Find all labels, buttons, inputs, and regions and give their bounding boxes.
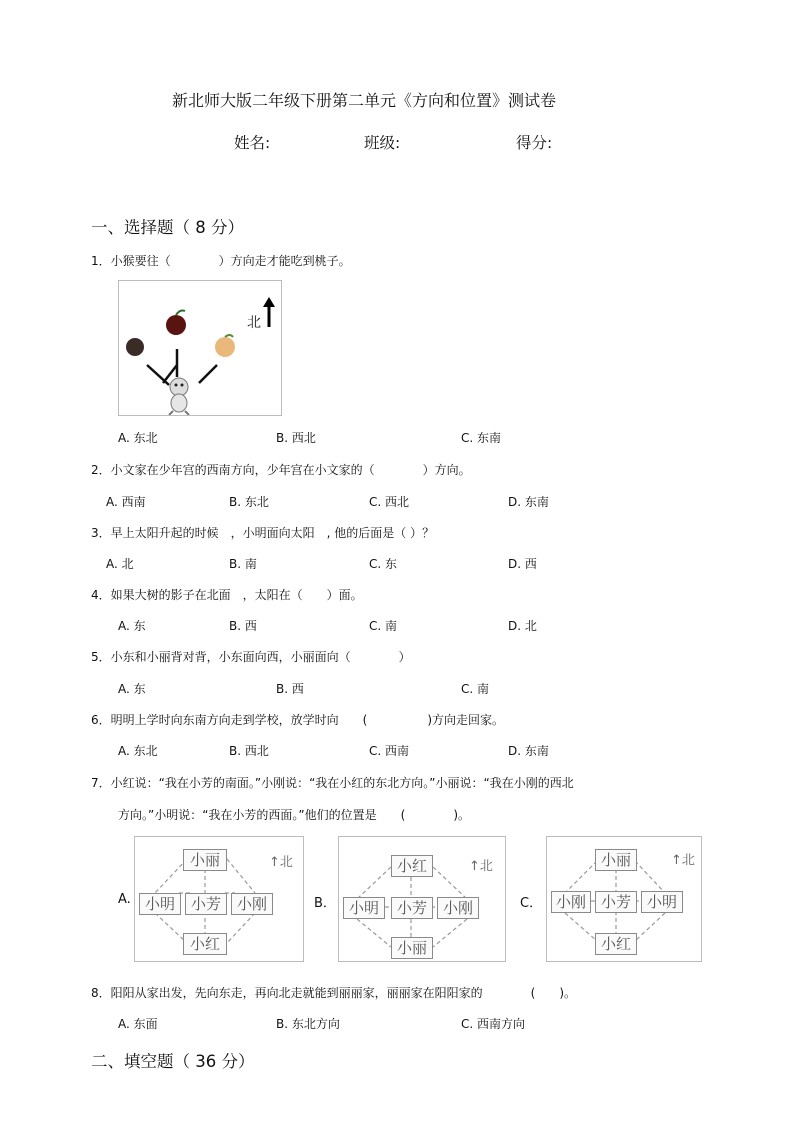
fig-c-left: 小刚	[551, 891, 591, 913]
q6-option-a[interactable]: A. 东北	[118, 744, 158, 758]
fig-b-right: 小刚	[437, 897, 479, 919]
q3-option-b[interactable]: B. 南	[229, 557, 257, 571]
q6-option-b[interactable]: B. 西北	[229, 744, 269, 758]
fig-b-top: 小红	[391, 855, 433, 877]
q2-option-c[interactable]: C. 西北	[369, 495, 410, 509]
q3-option-a[interactable]: A. 北	[106, 557, 134, 571]
q5-option-b[interactable]: B. 西	[276, 682, 304, 696]
q4-option-d[interactable]: D. 北	[508, 619, 537, 633]
question-3-text: 3．早上太阳升起的时候 ，小明面向太阳 , 他的后面是（ ）？	[91, 526, 435, 540]
q5-option-c[interactable]: C. 南	[461, 682, 490, 696]
q7-figure-c[interactable]	[546, 836, 702, 962]
fig-b-bottom: 小丽	[391, 937, 433, 959]
question-2-text: 2．小文家在少年宫的西南方向，少年宫在小文家的（ ）方向。	[91, 463, 471, 477]
monkey-icon	[169, 378, 189, 415]
q4-option-b[interactable]: B. 西	[229, 619, 257, 633]
fig-a-left: 小明	[139, 893, 181, 915]
monkey-peach-figure	[118, 280, 282, 416]
q7-figure-c-label[interactable]: C．	[520, 896, 543, 911]
q7-figure-a[interactable]	[134, 836, 304, 962]
q6-option-c[interactable]: C. 西南	[369, 744, 410, 758]
q8-option-c[interactable]: C. 西南方向	[461, 1017, 526, 1031]
question-4-text: 4．如果大树的影子在北面 ，太阳在（ ）面。	[91, 588, 363, 602]
q5-option-a[interactable]: A. 东	[118, 682, 146, 696]
fig-c-center: 小芳	[595, 891, 637, 913]
fruit-left-icon	[126, 338, 144, 356]
section-heading-choice: 一、选择题（ 8 分）	[91, 218, 244, 237]
question-7-text-line1: 7．小红说：“我在小芳的南面。”小刚说：“我在小红的东北方向。”小丽说：“我在小刚的西北	[91, 776, 574, 790]
fig-b-north-label: ↑北	[469, 859, 493, 874]
fig-b-left: 小明	[343, 897, 385, 919]
fig-a-right: 小刚	[231, 893, 273, 915]
q2-option-d[interactable]: D. 东南	[508, 495, 549, 509]
fig-a-center: 小芳	[185, 893, 227, 915]
fig-c-top: 小丽	[595, 849, 637, 871]
q3-option-d[interactable]: D. 西	[508, 557, 537, 571]
question-5-text: 5．小东和小丽背对背，小东面向西，小丽面向（ ）	[91, 650, 411, 664]
page-title: 新北师大版二年级下册第二单元《方向和位置》测试卷	[172, 91, 557, 110]
q4-option-a[interactable]: A. 东	[118, 619, 146, 633]
q7-figure-b[interactable]	[338, 836, 506, 962]
q4-option-c[interactable]: C. 南	[369, 619, 398, 633]
question-1-text: 1．小猴要往（ ）方向走才能吃到桃子。	[91, 254, 351, 268]
fig-c-north-label: ↑北	[671, 853, 695, 868]
fruit-top-icon	[166, 315, 186, 335]
question-6-text: 6．明明上学时向东南方向走到学校，放学时向 ( )方向走回家。	[91, 713, 505, 727]
q1-option-b[interactable]: B. 西北	[276, 431, 316, 445]
q8-option-b[interactable]: B. 东北方向	[276, 1017, 340, 1031]
peach-icon	[215, 337, 235, 357]
q2-option-a[interactable]: A. 西南	[106, 495, 146, 509]
fig-a-top: 小丽	[183, 849, 227, 871]
q1-option-a[interactable]: A. 东北	[118, 431, 158, 445]
q7-figure-b-label[interactable]: B．	[314, 896, 336, 911]
question-8-text: 8．阳阳从家出发，先向东走，再向北走就能到丽丽家，丽丽家在阳阳家的 ( )。	[91, 986, 577, 1000]
question-7-text-line2: 方向。”小明说：“我在小芳的西面。”他们的位置是 ( )。	[118, 808, 471, 822]
q7-figure-a-label[interactable]: A.	[118, 892, 131, 907]
q3-option-c[interactable]: C. 东	[369, 557, 398, 571]
q8-option-a[interactable]: A. 东面	[118, 1017, 158, 1031]
q1-option-c[interactable]: C. 东南	[461, 431, 502, 445]
fig-c-right: 小明	[641, 891, 683, 913]
q2-option-b[interactable]: B. 东北	[229, 495, 269, 509]
section-heading-fill: 二、填空题（ 36 分）	[91, 1052, 255, 1071]
name-label: 姓名:	[234, 134, 271, 152]
fig-a-bottom: 小红	[183, 933, 227, 955]
q6-option-d[interactable]: D. 东南	[508, 744, 549, 758]
fig-a-north-label: ↑北	[269, 855, 293, 870]
monkey-peach-illustration	[119, 281, 281, 415]
class-label: 班级:	[364, 134, 401, 152]
fig-c-bottom: 小红	[595, 933, 637, 955]
north-label: 北	[247, 315, 261, 331]
fig-b-center: 小芳	[391, 897, 433, 919]
score-label: 得分:	[516, 134, 553, 152]
